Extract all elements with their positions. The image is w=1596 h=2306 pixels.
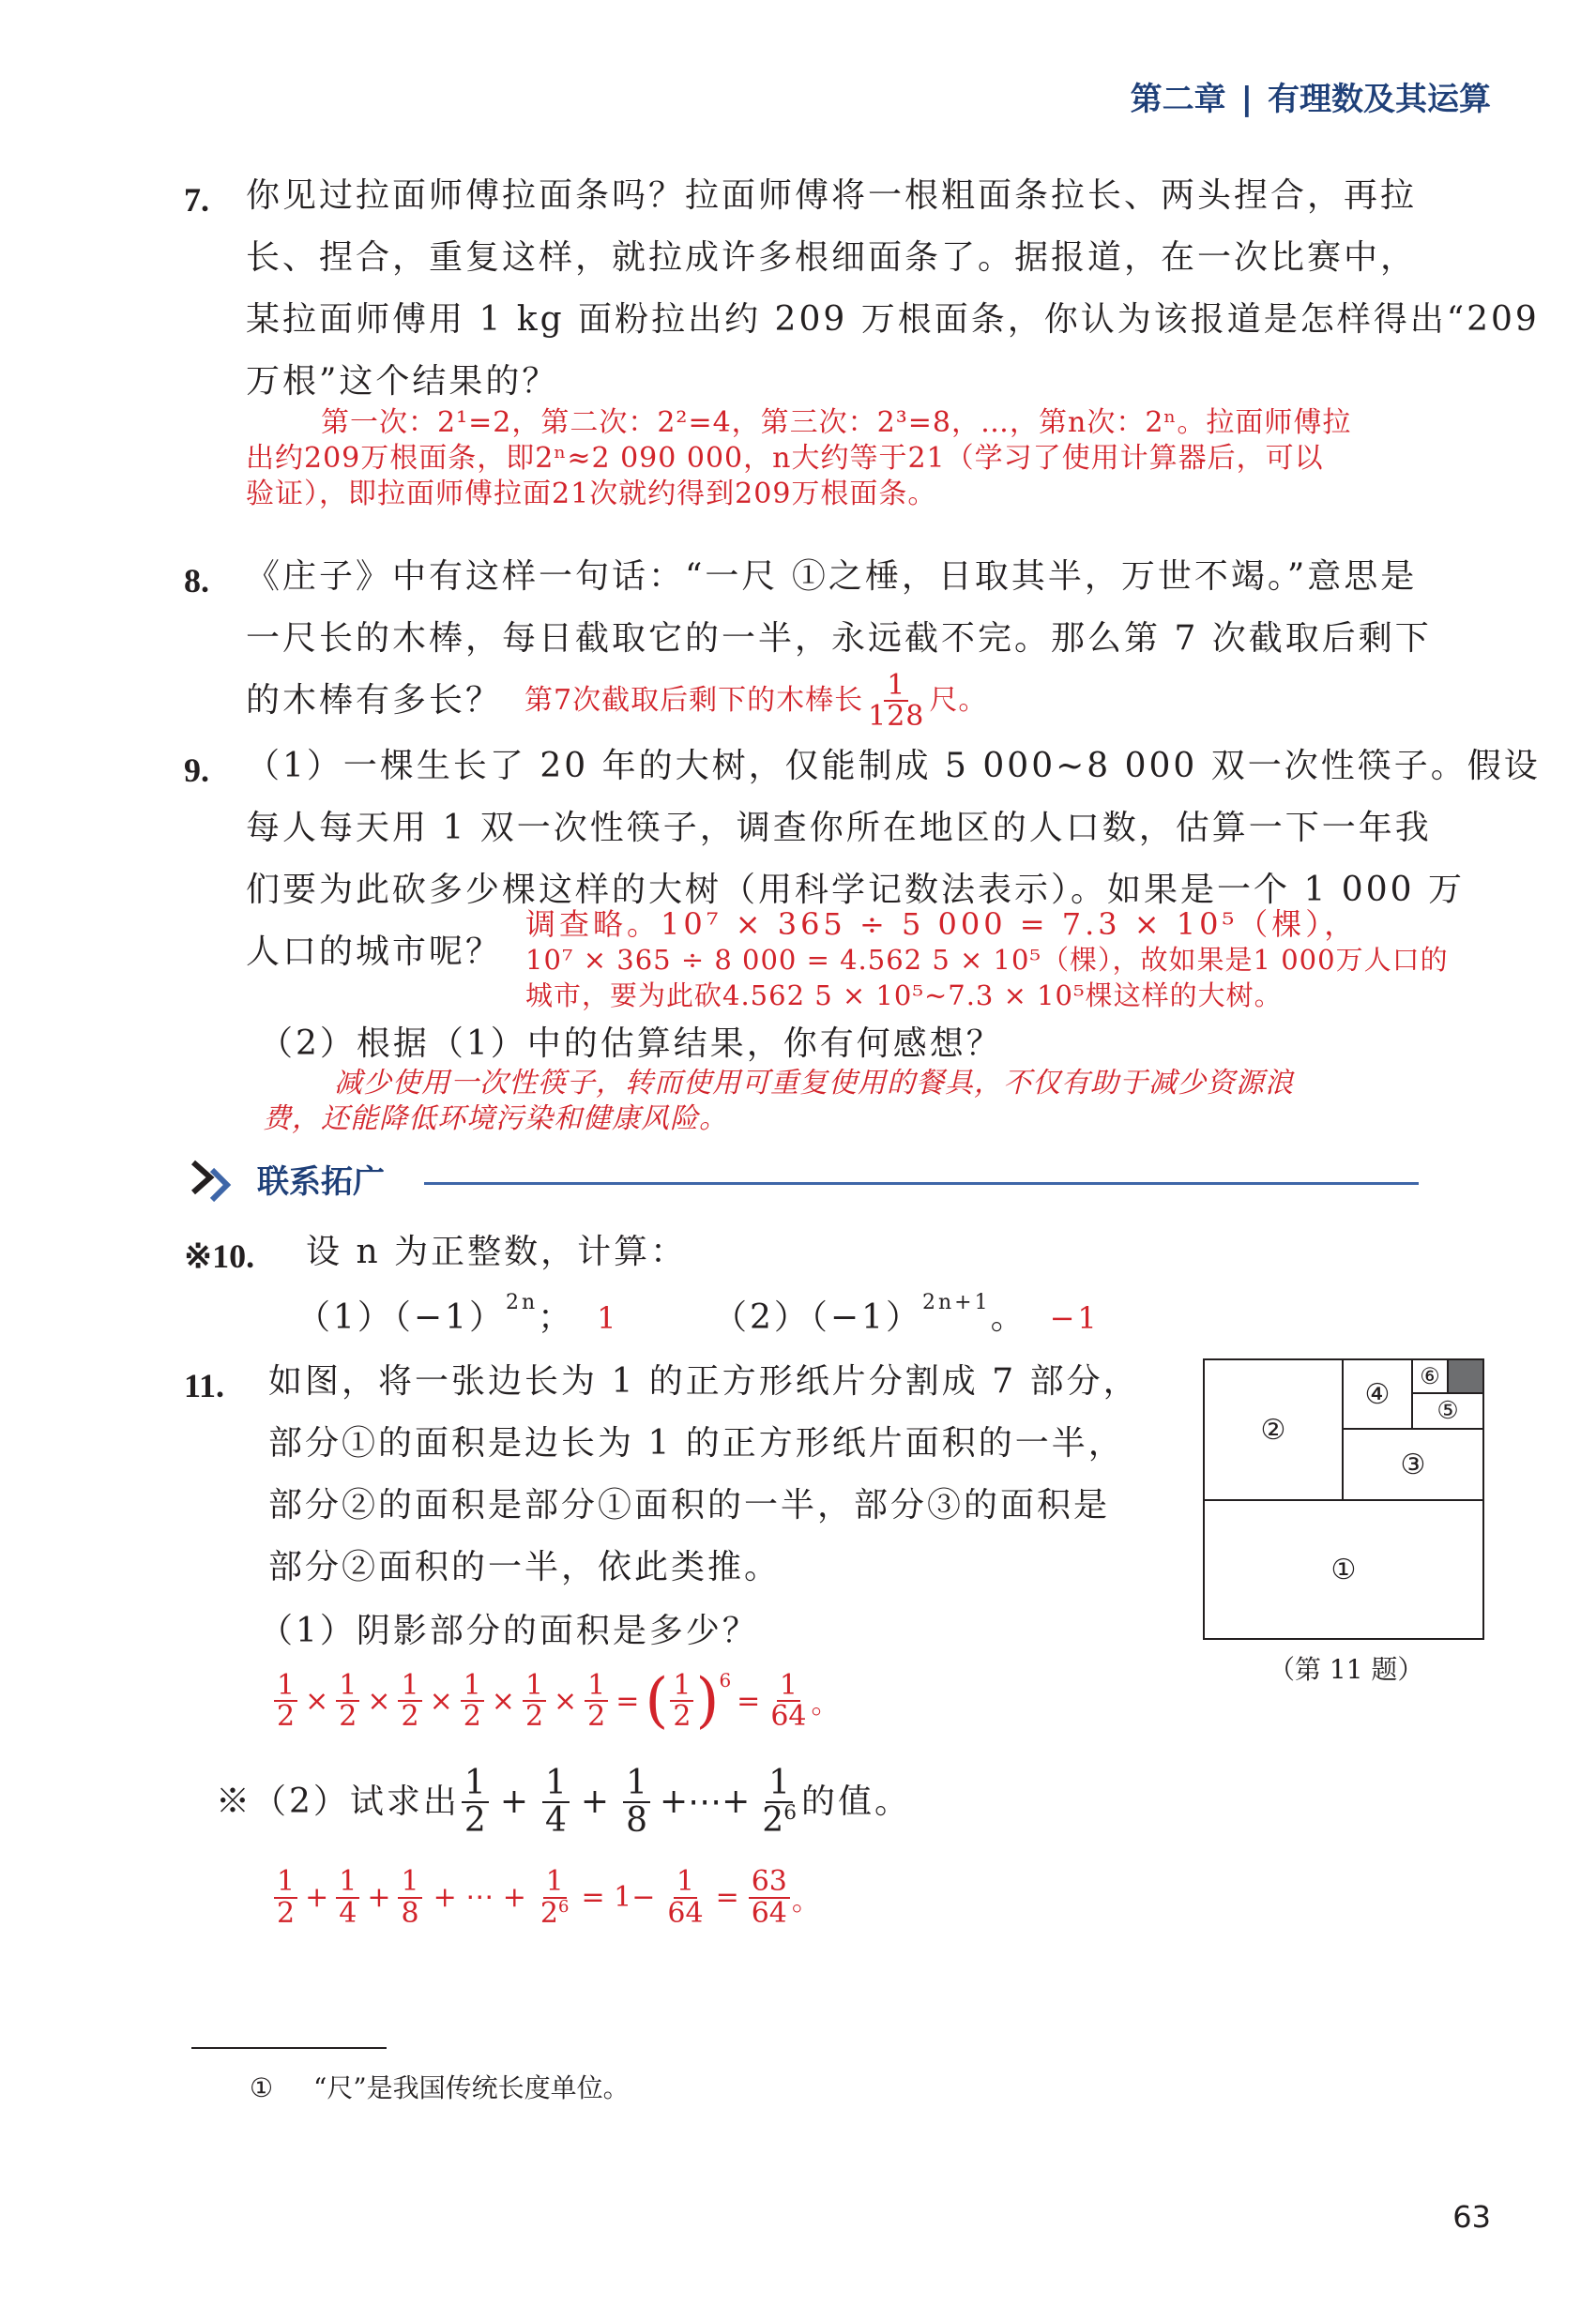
question-11-number: 11. [184,1367,225,1404]
fraction-denominator: 128 [868,700,925,733]
chevron-icon [188,1157,244,1202]
answer-line: 费，还能降低环境污染和健康风险。 [263,1102,728,1135]
text-line: 人口的城市呢？ [246,933,503,971]
fraction: $\frac{63}{64}$ [749,1867,790,1928]
question-9-answer-2 [259,1066,1294,1137]
question-9-part-2: （2）根据（1）中的估算结果，你有何感想？ [259,1024,1003,1063]
question-11-answer-1: $\frac{1}{2}$ × $\frac{1}{2}$ × $\frac{1}{2}$ × $\frac{1}{2}$ × $\frac{1}{2}$ × $\frac{1}{2}$ = ( $\frac{1}{2}$ ) $^6$ = $\frac{1}{64}$ 。 [272,1666,840,1736]
question-9-answer-1a [525,906,1358,942]
text-line: 万根”这个结果的？ [246,362,559,401]
question-9-answer-1b [525,942,1449,1013]
footnote-rule [191,2047,387,2049]
answer-prefix: 第7次截取后剩下的木棒长 [524,684,864,717]
footnote-mark: ① [250,2072,274,2103]
question-11-figure [1203,1358,1484,1640]
answer-line: 出约209万根面条，即2ⁿ≈2 090 000，n大约等于21（学习了使用计算器后，可以 [246,442,1324,475]
text-line: 每人每天用 1 双一次性筷子，调查你所在地区的人口数，估算一下一年我 [246,809,1432,847]
part-2-suffix: 的值。 [800,1782,911,1821]
running-header [1131,73,1491,119]
question-7-text [246,165,1540,413]
exponent: 6 [719,1669,732,1692]
fraction [865,668,927,733]
answer: 1 [597,1300,619,1336]
text-line [246,670,1432,732]
fraction: $\frac{1}{2}$ [398,1671,421,1732]
chapter-label: 第二章 [1130,81,1226,118]
figure-part-1: ① [1203,1499,1484,1640]
question-11-part-2: ※（2）试求出 $\frac{1}{2}$ + $\frac{1}{4}$ + $\frac{1}{8}$ +⋯+ $\frac{1}{2^6}$ 的值。 [216,1764,911,1840]
page-number: 63 [1452,2199,1491,2235]
figure-caption: （第 11 题） [1269,1654,1424,1685]
exponent: 2n [505,1291,539,1314]
fraction: $\frac{1}{2}$ [523,1671,546,1732]
answer-suffix: 尺。 [929,684,988,717]
figure-shaded-part [1447,1358,1484,1394]
question-11-text [268,1351,1140,1599]
question-8-answer [524,668,988,733]
question-8-text [246,546,1432,732]
header-separator: | [1240,81,1253,118]
fraction: $\frac{1}{64}$ [770,1668,807,1733]
figure-part-4: ④ [1342,1358,1413,1430]
text-line: 你见过拉面师傅拉面条吗？拉面师傅将一根粗面条拉长、两头捏合，再拉 [246,176,1418,215]
fraction: $\frac{1}{2}$ [670,1671,693,1732]
question-7-number: 7. [184,181,209,219]
section-rule [424,1182,1419,1185]
expression: （2）（−1） [713,1298,922,1337]
exponent: 2n+1 [921,1291,991,1314]
text-line: 长、捏合，重复这样，就拉成许多根细面条了。据报道，在一次比赛中， [246,238,1418,277]
text-line: 《庄子》中有这样一句话：“一尺 ①之棰，日取其半，万世不竭。”意思是 [246,557,1418,596]
fraction: $\frac{1}{2}$ [336,1671,359,1732]
chapter-title: 有理数及其运算 [1268,81,1491,118]
footnote [250,2068,630,2105]
question-8-ask: 的木棒有多长？ [246,681,503,720]
question-11-part-1: （1）阴影部分的面积是多少？ [259,1612,759,1650]
footnote-text: “尺”是我国传统长度单位。 [313,2072,630,2103]
question-8-number: 8. [184,562,209,599]
figure-part-3: ③ [1342,1428,1484,1501]
part-2-prefix: ※（2）试求出 [216,1782,460,1821]
section-heading [188,1156,385,1202]
answer-line: 第一次：2¹=2，第二次：2²=4，第三次：2³=8，…，第n次：2ⁿ。拉面师傅拉 [321,406,1352,439]
text-line: （1）一棵生长了 20 年的大树，仅能制成 5 000~8 000 双一次性筷子。假设 [246,747,1541,785]
fraction-numerator: 1 [884,671,908,703]
section-title: 联系拓广 [257,1163,385,1201]
answer-line: 调查略。10⁷ × 365 ÷ 5 000 = 7.3 × 10⁵（棵）， [525,906,1359,942]
answer-line: 验证），即拉面师傅拉面21次就约得到209万根面条。 [246,478,937,510]
answer-line: 城市，要为此砍4.562 5 × 10⁵~7.3 × 10⁵棵这样的大树。 [525,979,1283,1011]
question-10-number: ※10. [184,1237,255,1275]
figure-part-2: ② [1203,1358,1344,1501]
question-10-part-2 [713,1287,1100,1349]
figure-part-6: ⑥ [1411,1358,1449,1394]
answer-line: 减少使用一次性筷子，转而使用可重复使用的餐具，不仅有助于减少资源浪 [334,1067,1294,1100]
text-line: 一尺长的木棒，每日截取它的一半，永远截不完。那么第 7 次截取后剩下 [246,619,1432,658]
answer: −1 [1049,1300,1100,1336]
figure-part-5: ⑤ [1411,1392,1484,1430]
question-10-part-1 [296,1287,619,1349]
question-9-number: 9. [184,751,209,789]
text-line: 部分②面积的一半，依此类推。 [268,1548,782,1586]
punctuation: 。 [990,1298,1027,1337]
text-line: 某拉面师傅用 1 kg 面粉拉出约 209 万根面条，你认为该报道是怎样得出“209 [246,300,1540,339]
question-11-answer-2: $\frac{1}{2}$ + $\frac{1}{4}$ + $\frac{1}{8}$ + ⋯ + $\frac{1}{2^6}$ = 1− $\frac{1}{64}$ = $\frac{63}{64}$ 。 [272,1867,820,1928]
punctuation: ； [538,1298,575,1337]
text-line: 部分①的面积是边长为 1 的正方形纸片面积的一半， [268,1424,1125,1463]
answer-line: 10⁷ × 365 ÷ 8 000 = 4.562 5 × 10⁵（棵），故如果是1 000万人口的 [525,944,1449,976]
fraction: $\frac{1}{2}$ [461,1671,484,1732]
question-7-answer [246,405,1351,512]
text-line: 如图，将一张边长为 1 的正方形纸片分割成 7 部分， [268,1362,1140,1401]
question-10-text: 设 n 为正整数，计算： [306,1233,688,1271]
text-line: 部分②的面积是部分①面积的一半，部分③的面积是 [268,1486,1111,1525]
fraction: $\frac{1}{2}$ [274,1671,297,1732]
text-line: 们要为此砍多少棵这样的大树（用科学记数法表示）。如果是一个 1 000 万 [246,871,1465,909]
fraction: $\frac{1}{2}$ [585,1671,608,1732]
expression: （1）（−1） [296,1298,506,1337]
